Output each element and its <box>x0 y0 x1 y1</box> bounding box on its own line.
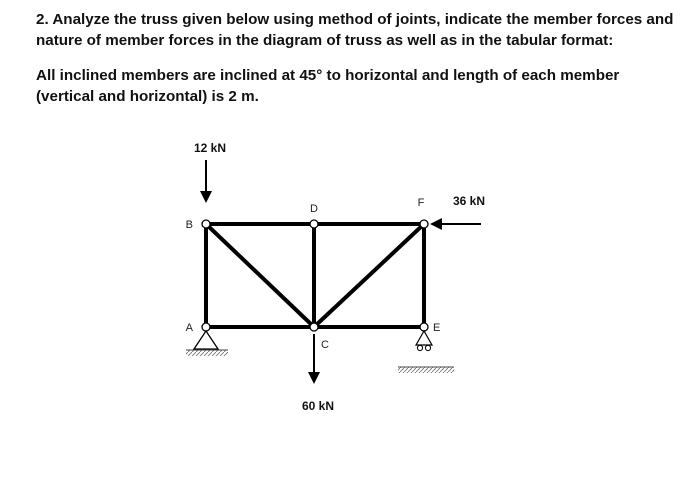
joint-C <box>310 323 318 331</box>
label-D: D <box>310 203 318 215</box>
label-F: F <box>417 197 425 209</box>
label-C: C <box>321 339 329 351</box>
question-number: 2. <box>36 11 49 28</box>
roller-support-E <box>398 331 454 373</box>
member-CF <box>314 224 424 327</box>
load-arrow-C <box>308 334 320 384</box>
load-arrow-F <box>430 218 481 230</box>
joint-F <box>420 220 428 228</box>
joint-B <box>202 220 210 228</box>
member-BC <box>206 224 314 327</box>
load-label-B: 12 kN <box>193 141 227 155</box>
load-label-C: 60 kN <box>301 399 335 413</box>
load-arrow-B <box>200 160 212 203</box>
joint-A <box>202 323 210 331</box>
pin-support-A <box>186 331 228 356</box>
label-A: A <box>185 322 193 334</box>
load-label-F: 36 kN <box>452 194 486 208</box>
question-note: All inclined members are inclined at 45° to horizontal and length of each member (vertical and horizontal) is 2 m. <box>36 67 620 105</box>
label-E: E <box>433 322 441 334</box>
question-body: Analyze the truss given below using method of joints, indicate the member forces and nature of member forces in the diagram of truss as well as in the tabular format: <box>36 11 674 49</box>
joint-D <box>310 220 318 228</box>
label-B: B <box>185 219 193 231</box>
